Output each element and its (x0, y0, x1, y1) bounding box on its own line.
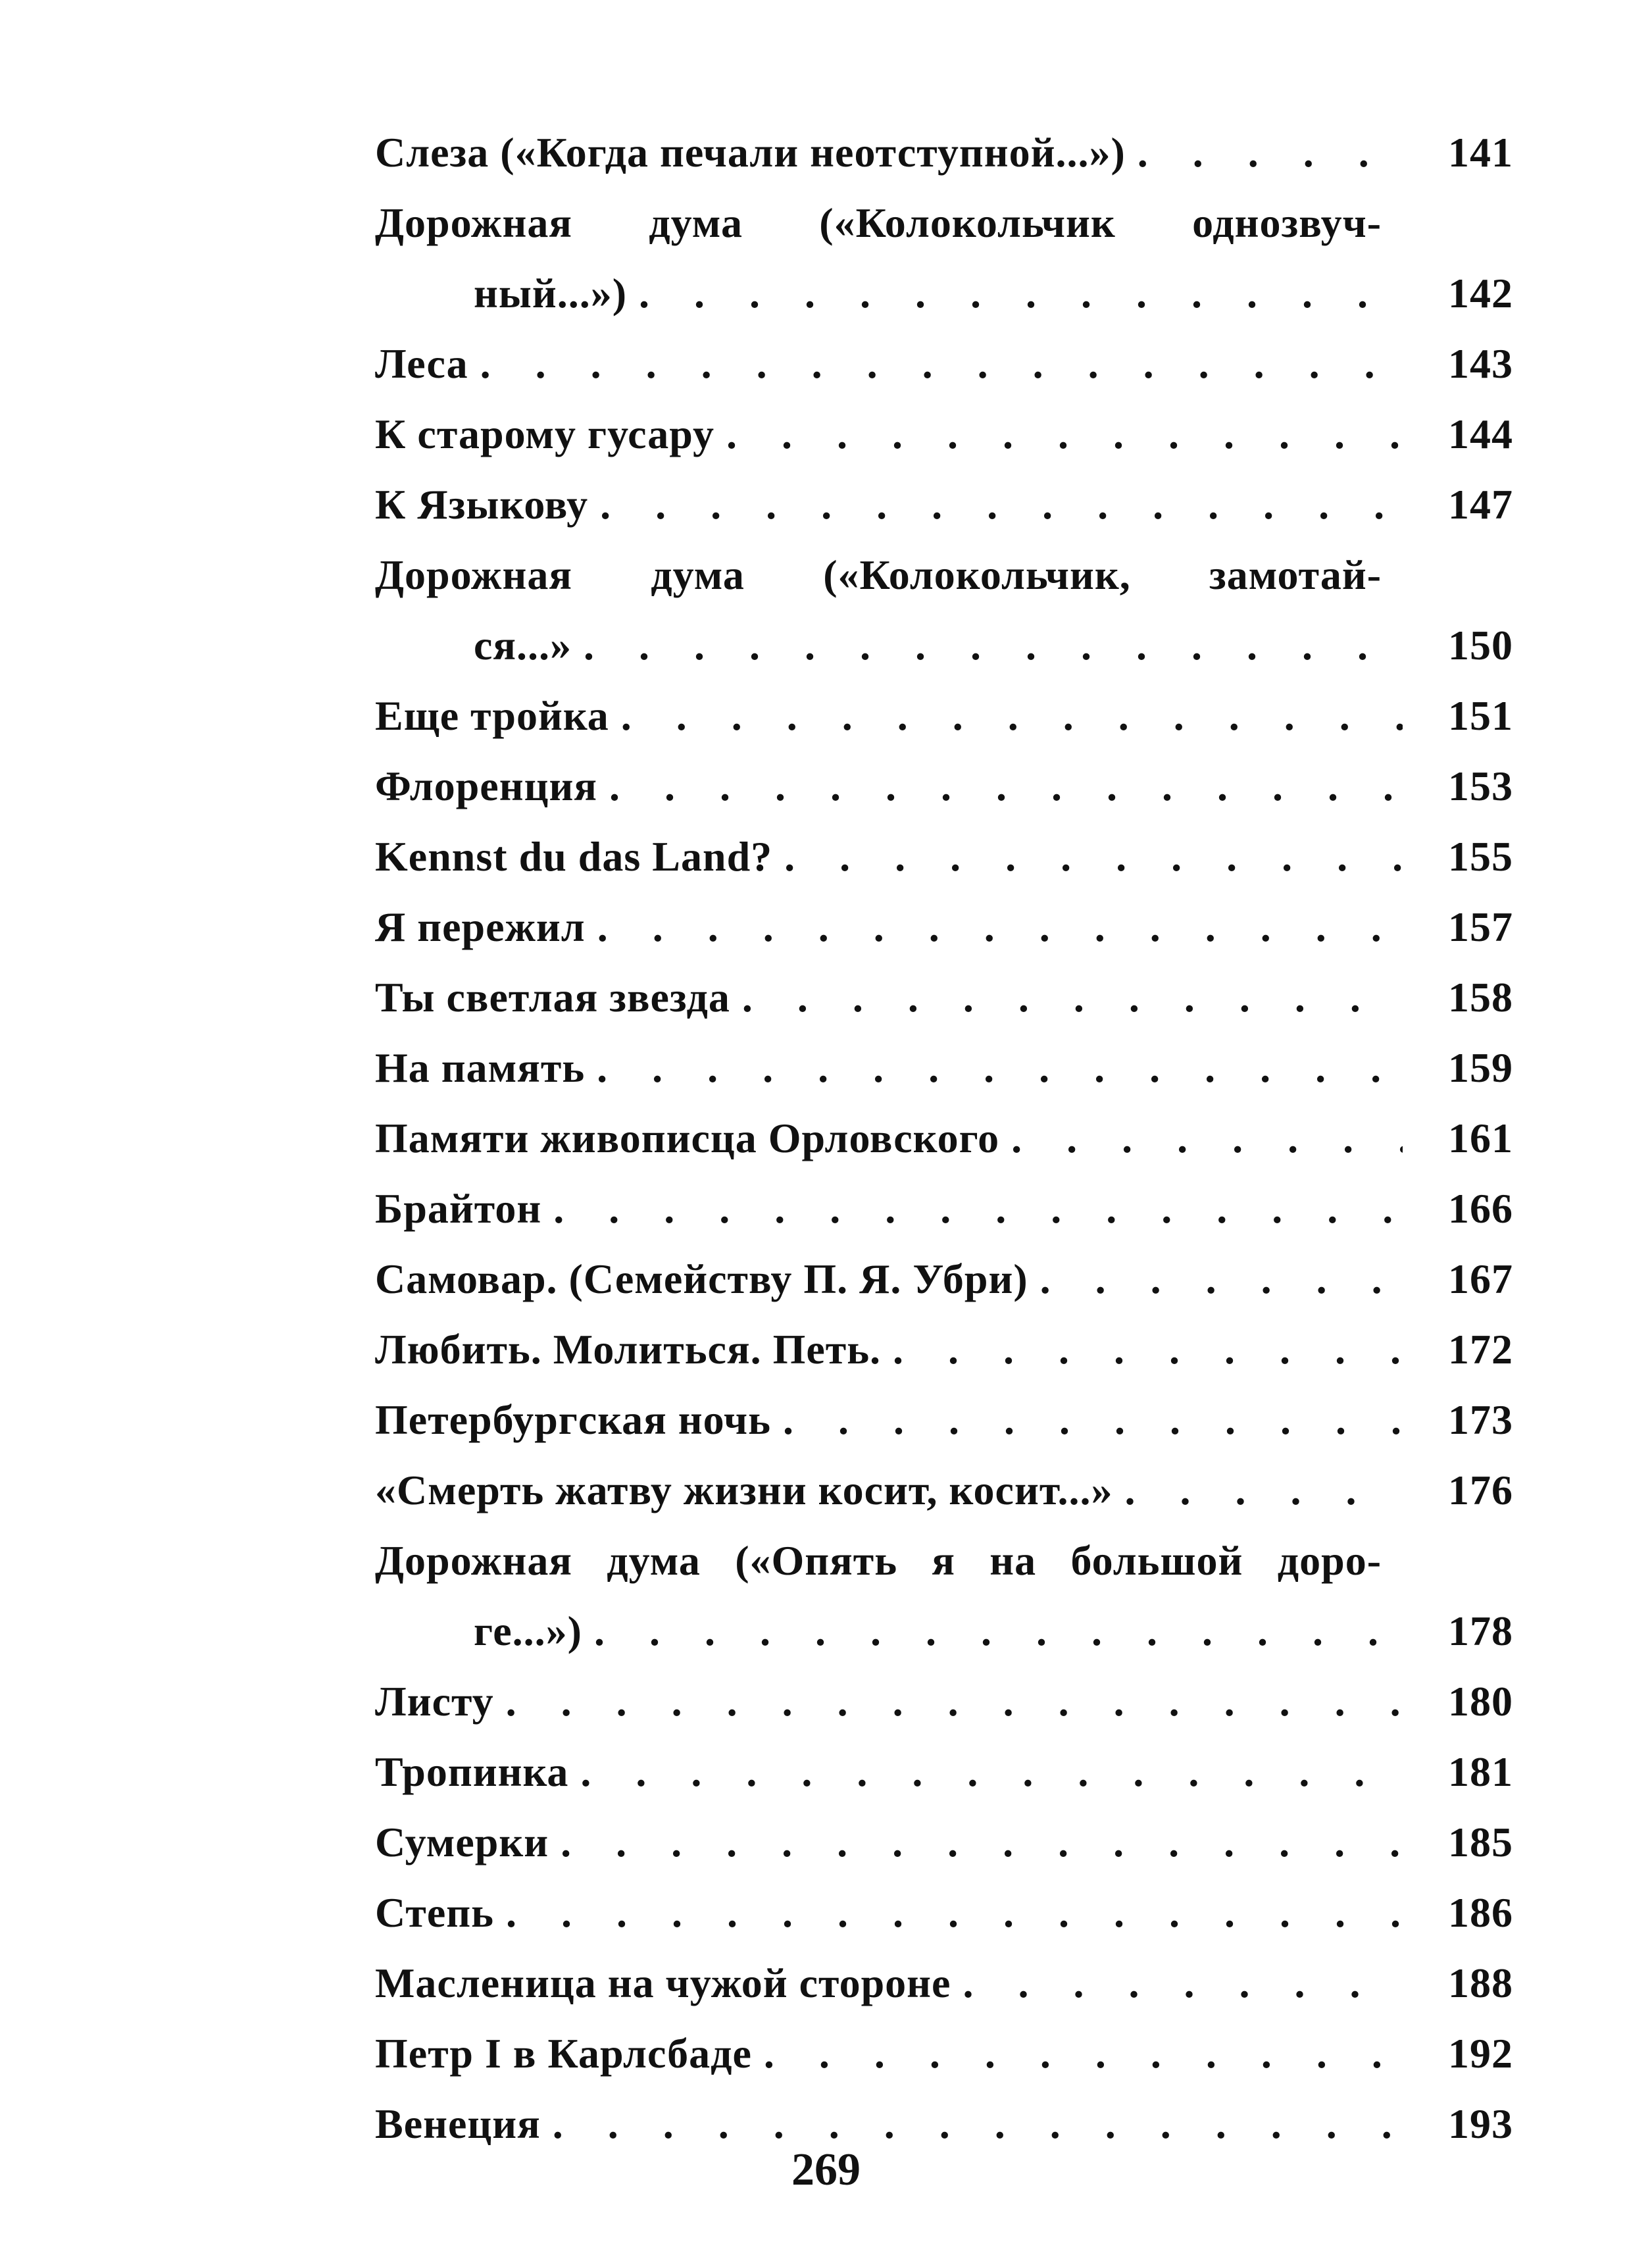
toc-entry (375, 892, 1513, 962)
toc-entry-page: 185 (1448, 1819, 1513, 1865)
toc-entry-title: Памяти живописца Орловского (375, 1115, 1000, 1161)
toc-entry-title: Kennst du das Land? (375, 833, 773, 880)
table-of-contents (375, 117, 1513, 2159)
toc-entry-title: Слеза («Когда печали неотступной...») (375, 129, 1126, 176)
toc-entry-page: 153 (1448, 763, 1513, 809)
toc-entry (375, 117, 1513, 188)
toc-entry (375, 1877, 1513, 1948)
toc-entry-page: 172 (1448, 1326, 1513, 1373)
toc-entry-page: 173 (1448, 1396, 1513, 1443)
toc-entry-title-line1: Дорожная дума («Колокольчик, замотай- (375, 551, 1382, 598)
dot-leader (597, 892, 1403, 962)
toc-entry-title: Венеция (375, 2100, 541, 2147)
toc-entry-title: К Языкову (375, 481, 589, 528)
dot-leader (742, 962, 1403, 1032)
toc-entry-page: 186 (1448, 1889, 1513, 1936)
toc-entry-title-line1: Дорожная дума («Колокольчик однозвуч- (375, 199, 1382, 246)
toc-entry (375, 188, 1513, 328)
toc-entry-page: 157 (1448, 903, 1513, 950)
toc-entry-page: 161 (1448, 1115, 1513, 1161)
toc-entry-page: 155 (1448, 833, 1513, 880)
toc-entry (375, 399, 1513, 469)
toc-entry (375, 1384, 1513, 1455)
toc-entry (375, 1948, 1513, 2018)
dot-leader (764, 2018, 1403, 2089)
toc-entry-page: 167 (1448, 1255, 1513, 1302)
toc-entry-page: 158 (1448, 974, 1513, 1021)
toc-entry-title: Еще тройка (375, 692, 609, 739)
toc-entry-title-line2: ный...») (474, 270, 628, 317)
toc-entry (375, 1666, 1513, 1737)
dot-leader (597, 1032, 1403, 1103)
toc-entry (375, 1525, 1513, 1666)
dot-leader (561, 1807, 1403, 1877)
toc-entry-page: 143 (1448, 340, 1513, 387)
toc-entry (375, 1173, 1513, 1244)
toc-entry-page: 181 (1448, 1748, 1513, 1795)
dot-leader (726, 399, 1403, 469)
toc-entry-title: «Смерть жатву жизни косит, косит...» (375, 1467, 1113, 1513)
toc-entry-page: 150 (1448, 622, 1513, 669)
toc-entry (375, 328, 1513, 399)
toc-entry-page: 142 (1448, 270, 1513, 317)
dot-leader (480, 328, 1403, 399)
toc-entry (375, 1737, 1513, 1807)
toc-entry-title: Ты светлая звезда (375, 974, 730, 1021)
toc-entry (375, 469, 1513, 540)
toc-entry-title: Масленица на чужой стороне (375, 1960, 951, 2006)
toc-entry-title: Леса (375, 340, 468, 387)
dot-leader (506, 1877, 1403, 1948)
toc-entry-page: 176 (1448, 1467, 1513, 1513)
toc-entry-page: 180 (1448, 1678, 1513, 1725)
dot-leader (600, 469, 1403, 540)
dot-leader (584, 610, 1403, 680)
toc-entry-page: 192 (1448, 2030, 1513, 2077)
toc-entry (375, 1032, 1513, 1103)
dot-leader (580, 1737, 1403, 1807)
dot-leader (621, 680, 1403, 751)
toc-entry-page: 144 (1448, 411, 1513, 457)
toc-entry-title: На память (375, 1044, 586, 1091)
page-number: 269 (791, 2144, 861, 2195)
toc-entry-title-line2: ся...» (474, 622, 572, 669)
toc-entry (375, 821, 1513, 892)
toc-entry-page: 178 (1448, 1608, 1513, 1654)
toc-entry-page: 141 (1448, 129, 1513, 176)
toc-entry-title: Флоренция (375, 763, 597, 809)
toc-entry-title-line1: Дорожная дума («Опять я на большой доро- (375, 1537, 1382, 1584)
toc-entry-title: Степь (375, 1889, 494, 1936)
toc-entry-page: 166 (1448, 1185, 1513, 1232)
dot-leader (963, 1948, 1403, 2018)
toc-entry (375, 1314, 1513, 1384)
toc-entry-title: Я пережил (375, 903, 586, 950)
toc-entry-title: Листу (375, 1678, 494, 1725)
toc-entry-title: Тропинка (375, 1748, 569, 1795)
toc-entry-page: 159 (1448, 1044, 1513, 1091)
toc-entry-title: К старому гусару (375, 411, 715, 457)
toc-entry (375, 1244, 1513, 1314)
dot-leader (1011, 1103, 1403, 1173)
toc-entry (375, 1807, 1513, 1877)
dot-leader (1124, 1455, 1403, 1525)
toc-entry (375, 962, 1513, 1032)
dot-leader (639, 258, 1403, 328)
toc-entry (375, 2018, 1513, 2089)
dot-leader (893, 1314, 1403, 1384)
dot-leader (784, 821, 1403, 892)
toc-entry-title: Петербургская ночь (375, 1396, 771, 1443)
toc-entry (375, 680, 1513, 751)
toc-entry-page: 147 (1448, 481, 1513, 528)
toc-entry (375, 751, 1513, 821)
toc-entry-title: Любить. Молиться. Петь. (375, 1326, 882, 1373)
toc-entry-title: Сумерки (375, 1819, 549, 1865)
toc-entry-title: Брайтон (375, 1185, 542, 1232)
toc-entry (375, 540, 1513, 680)
toc-entry-page: 188 (1448, 1960, 1513, 2006)
dot-leader (1138, 117, 1403, 188)
toc-entry (375, 1455, 1513, 1525)
toc-entry-title: Самовар. (Семейству П. Я. Убри) (375, 1255, 1028, 1302)
dot-leader (594, 1596, 1403, 1666)
dot-leader (506, 1666, 1403, 1737)
toc-entry-title-line2: ге...») (474, 1608, 582, 1654)
dot-leader (783, 1384, 1403, 1455)
toc-entry (375, 1103, 1513, 1173)
dot-leader (553, 1173, 1403, 1244)
toc-entry-page: 151 (1448, 692, 1513, 739)
toc-entry-page: 193 (1448, 2100, 1513, 2147)
toc-entry-title: Петр I в Карлсбаде (375, 2030, 752, 2077)
dot-leader (1040, 1244, 1403, 1314)
dot-leader (609, 751, 1403, 821)
